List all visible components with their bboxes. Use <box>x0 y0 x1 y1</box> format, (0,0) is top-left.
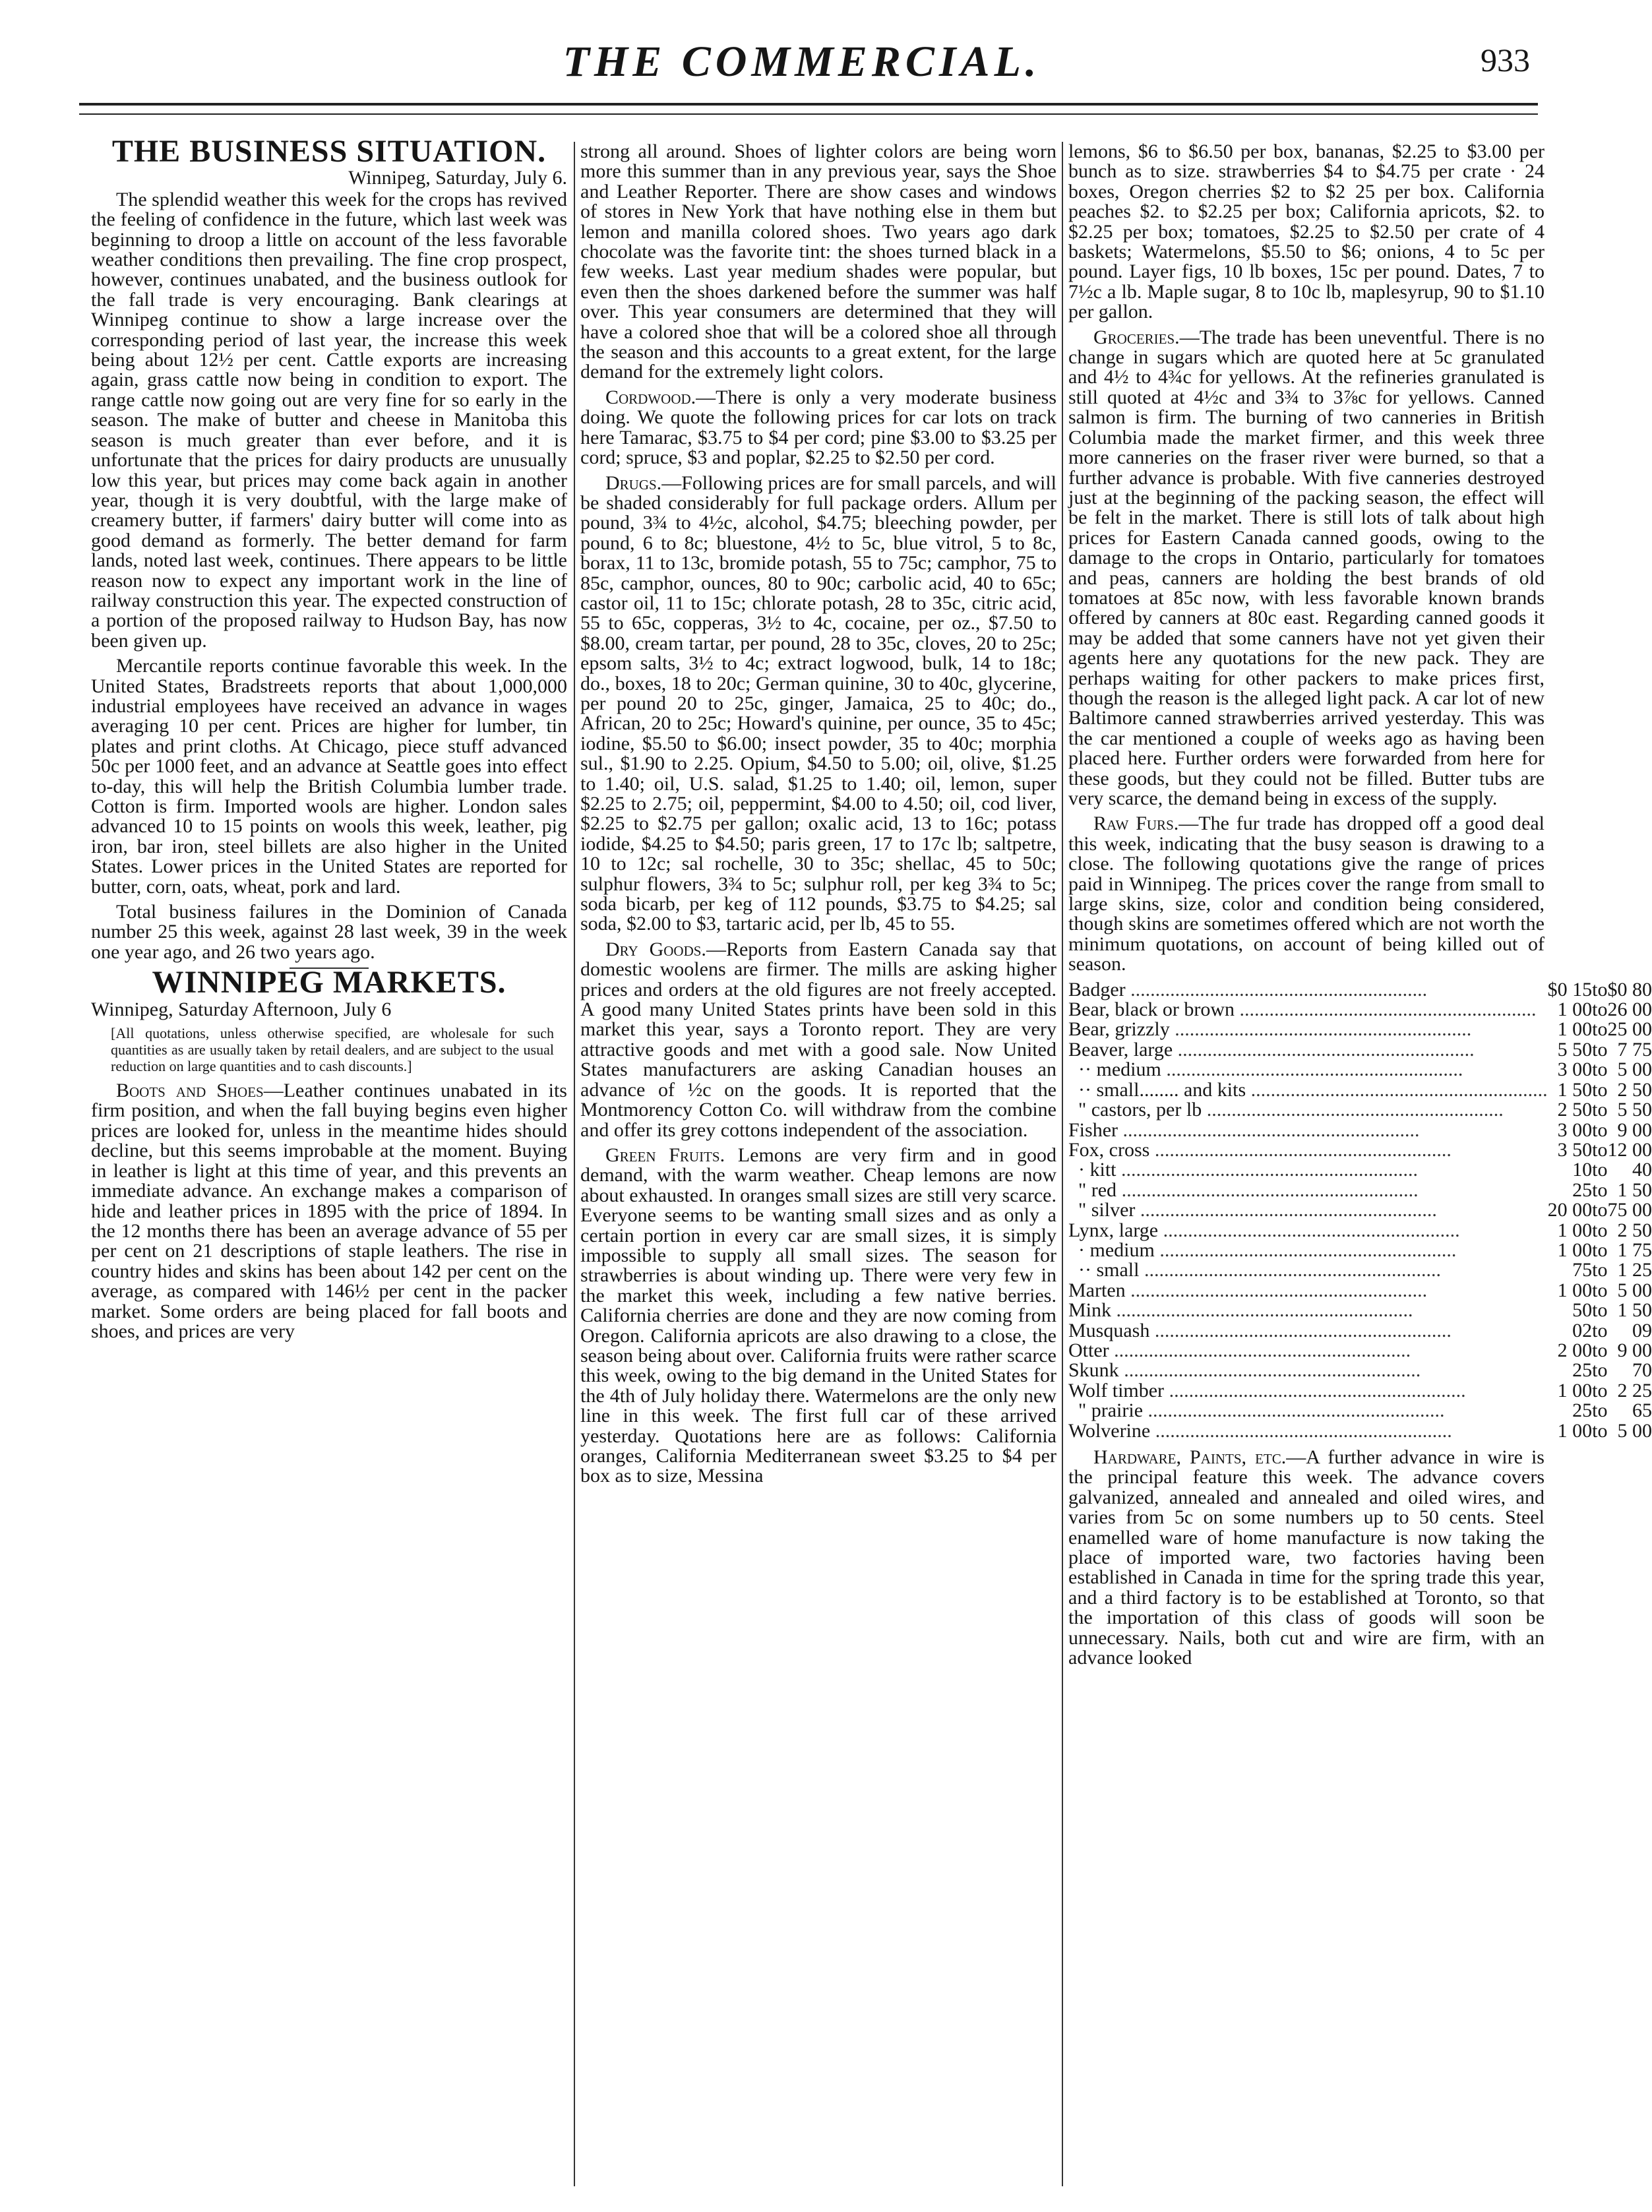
fur-item <box>1068 1040 1548 1060</box>
fur-price-low: 1 00 <box>1557 1018 1593 1041</box>
fur-item-label: Musquash <box>1068 1319 1150 1341</box>
fur-price-low: 1 00 <box>1557 1219 1593 1241</box>
fur-item <box>1068 1260 1548 1280</box>
leader-dots: ............................................................ <box>1246 1078 1548 1101</box>
fur-item <box>1068 1121 1548 1140</box>
shoes-continued-paragraph: strong all around. Shoes of lighter colors are being worn more this summer than in any previous year, says the Shoe and Leather Reporter. There are show cases and windows of stores in New York that have nothing else in them but lemon and manilla colored shoes. Two years ago dark chocolate was the favorite tint: the shoes turned black in a few weeks. Last year medium shades were popular, but even then the shoes darkened before the summer was half over. This year consumers are determined that they will have a colored shoe that will be a colored shoe all through the season and this accounts to a great extent, for the large demand for the extremely light colors. <box>580 140 1056 383</box>
cordwood-label: Cordwood. <box>605 386 696 408</box>
markets-dateline: Winnipeg, Saturday Afternoon, July 6 <box>91 998 392 1020</box>
fur-price-high: 9 00 <box>1617 1119 1652 1141</box>
leader-dots: ............................................................ <box>1158 1219 1460 1241</box>
leader-dots: ............................................................ <box>1161 1059 1463 1081</box>
leader-dots: ............................................................ <box>1154 1239 1457 1261</box>
fur-item-label: Fox, cross <box>1068 1138 1150 1161</box>
green-fruits-paragraph <box>580 1146 1056 1487</box>
fur-price-to: to <box>1592 1159 1608 1181</box>
fur-item-label: Bear, black or brown <box>1068 998 1235 1021</box>
groceries-label: Groceries. <box>1093 326 1180 348</box>
fur-price-high: 5 00 <box>1617 1419 1652 1442</box>
fur-item-label: ·· small........ and kits <box>1068 1078 1246 1101</box>
fur-price-row <box>1068 1121 1652 1140</box>
fur-item <box>1068 1181 1548 1200</box>
fur-price-to: to <box>1592 1219 1608 1241</box>
leader-dots: ............................................................ <box>1149 1319 1452 1341</box>
fur-item-label: ·· medium <box>1068 1059 1161 1081</box>
leader-dots: ............................................................ <box>1116 1159 1418 1181</box>
fur-price-row <box>1068 1100 1652 1120</box>
dry-goods-text: —Reports from Eastern Canada say that domestic woolens are firmer. The mills are asking higher prices and orders at the old figures are not freely accepted. A good many United States prints have been sold in this market this year, says a Toronto report. They are very attractive goods and met with a good sale. Now United States manufacturers are asking Canadian houses an advance of ½c on the goods. It is reported that the Montmorency Cotton Co. will withdraw from the combine and offer its grey cottons independent of the association. <box>580 938 1056 1141</box>
fur-price-row <box>1068 1080 1652 1100</box>
hardware-text: —A further advance in wire is the principal feature this week. The advance covers galvanized, annealed and annealed and oiled wires, and varies from 5c on some numbers up to 50 cents. Steel enamelled ware of home manufacture is now taking the place of imported ware, two factories having been established in Canada in time for the spring trade this year, and a third factory is to be established at Toronto, so that the importation of this class of goods will soon be unnecessary. Nails, both cut and wire are firm, with an advance looked <box>1068 1446 1545 1669</box>
fur-price-to: to <box>1592 978 1608 1000</box>
raw-furs-text: —The fur trade has dropped off a good deal this week, indicating that the busy season is drawing to a close. The following quotations give the range of prices paid in Winnipeg. The prices cover the range from small to large skins, size, color and condition being considered, though skins are sometimes offered which are not worth the minimum quotations, on account of being killed out of season. <box>1068 813 1545 975</box>
green-fruits-text: Lemons are very firm and in good demand, with the warm weather. Cheap lemons are now about exhausted. In oranges small sizes are still very scarce. Everyone seems to be wanting small sizes and as only a certain portion in every car are small sizes, it is simply impossible to supply all small sizes. The season for strawberries is about winding up. There were very few in the market this week, including a few native berries. California cherries are done and they are now coming from Oregon. California apricots are also drawing to a close, the season being about over. California fruits were rather scarce this week, owing to the big demand in the United States for the 4th of July holiday there. Watermelons are the only new line in this week. The first full car of these arrived yesterday. Quotations here are as follows: California oranges, California Mediterranean sweet $3.25 to $4 per box as to size, Messina <box>580 1144 1056 1487</box>
raw-furs-label: Raw Furs. <box>1093 813 1179 835</box>
fur-item <box>1068 1080 1548 1100</box>
leader-dots: ............................................................ <box>1125 978 1428 1000</box>
hardware-paragraph <box>1068 1448 1545 1668</box>
fur-price-row <box>1068 1341 1652 1361</box>
fur-price-high: 1 75 <box>1617 1239 1652 1261</box>
fur-price-table <box>1068 980 1652 1441</box>
fur-price-high: 09 <box>1632 1319 1652 1341</box>
fruits-continued-paragraph: lemons, $6 to $6.50 per box, bananas, $2.25 to $3.00 per bunch as to size. strawberries $4 to $4.75 per crate · 24 boxes, Oregon cherries $2 to $2 25 per box. California peaches $2. to $2.25 per box; California apricots, $2. to $2.25 per box; tomatoes, $2.25 to $2.50 per crate of 4 baskets; Watermelons, $5.50 to $6; onions, 4 to 5c per pound. Layer figs, 10 lb boxes, 15c per pound. Dates, 7 to 7½c a lb. Maple sugar, 8 to 10c lb, maplesyrup, 90 to $1.10 per gallon. <box>1068 140 1545 323</box>
fur-price-to: to <box>1592 1379 1608 1401</box>
fur-price-low: 1 00 <box>1557 1239 1593 1261</box>
fur-price-to: to <box>1592 998 1608 1021</box>
fur-item-label: Badger <box>1068 978 1126 1000</box>
fur-price-row <box>1068 1040 1652 1060</box>
fur-price-low: 1 00 <box>1557 1419 1593 1442</box>
fur-price-to: to <box>1592 1359 1608 1382</box>
fur-price-high: 75 00 <box>1607 1199 1652 1221</box>
fur-price-to: to <box>1592 1138 1608 1161</box>
fur-price-low: 3 00 <box>1557 1119 1593 1141</box>
leader-dots: ............................................................ <box>1143 1399 1445 1422</box>
fur-price-high: 1 50 <box>1617 1299 1652 1322</box>
fur-item-label: Beaver, large <box>1068 1038 1173 1060</box>
fur-item <box>1068 1000 1548 1020</box>
fur-price-row <box>1068 1140 1652 1160</box>
fur-item-label: Wolverine <box>1068 1419 1151 1442</box>
boots-shoes-paragraph <box>91 1081 567 1341</box>
fur-price-low: 25 <box>1572 1179 1593 1201</box>
boots-shoes-text: —Leather continues unabated in its firm position, and when the fall buying begins even higher prices are looked for, unless in the meantime hides should decline, but this seems improbable at the moment. Buying in leather is light at this time of year, and this prevents an immediate advance. An exchange makes a comparison of hide and leather prices in 1895 with the price of 1894. In the 12 months there has been an average advance of 55 per per cent on 21 descriptions of staple leathers. The rise in country hides and skins has been about 142 per cent on the average, as compared with 146½ per cent in the packer market. Some orders are being placed for fall boots and shoes, and prices are very <box>91 1080 567 1342</box>
fur-price-to: to <box>1592 1038 1608 1060</box>
fur-price-to: to <box>1592 1179 1608 1201</box>
fur-price-row <box>1068 1160 1652 1180</box>
fur-price-row <box>1068 1241 1652 1260</box>
header-rule <box>79 103 1538 106</box>
drugs-text: —Following prices are for small parcels, and will be shaded considerably for full package orders. Allum per pound, 3¾ to 4½c, alcohol, $4.75; bleeching powder, per pound, 6 to 8c; bluestone, 4½ to 5c, blue vitrol, 5 to 8c, borax, 11 to 13c, bromide potash, 55 to 75c; camphor, 75 to 85c, camphor, ounces, 80 to 90c; carbolic acid, 40 to 65c; castor oil, 11 to 15c; chlorate potash, 28 to 35c, citric acid, 55 to 65c, copperas, 3½ to 4c, cocaine, per oz., $7.50 to $8.00, cream tartar, per pound, 28 to 35c, cloves, 20 to 25c; epsom salts, 3½ to 4c; extract logwood, bulk, 14 to 18c; do., boxes, 18 to 20c; German quinine, 30 to 40c, glycerine, per pound 20 to 25c, ginger, Jamaica, 25 to 40c; do., African, 20 to 25c; Howard's quinine, per ounce, 35 to 45c; iodine, $5.50 to $6.00; insect powder, 35 to 40c; morphia sul., $1.90 to 2.25. Opium, $4.50 to 5.00; oil, olive, $1.25 to 1.40; oil, U.S. salad, $1.25 to 1.40; oil, lemon, super $2.25 to 2.75; oil, peppermint, $4.00 to 4.50; oil, cod liver, $2.25 to $2.75 per gallon; oxalic acid, 13 to 16c; potass iodide, $4.25 to $4.50; paris green, 17 to 17c lb; saltpetre, 10 to 12c; sal rochelle, 30 to 35c; shellac, 45 to 50c; sulphur flowers, 3¾ to 5c; sulphur roll, per keg 3¾ to 5c; soda bicarb, per keg of 112 pounds, $3.75 to $4.25; sal soda, $2.00 to $3, tartaric acid, per lb, 45 to 55. <box>580 472 1056 935</box>
fur-price-row <box>1068 1260 1652 1280</box>
cordwood-paragraph <box>580 388 1056 468</box>
fur-price-low: 75 <box>1572 1259 1593 1281</box>
fur-item <box>1068 1361 1548 1380</box>
fur-price-high: 70 <box>1632 1359 1652 1382</box>
fur-item <box>1068 1401 1548 1421</box>
fur-item-label: Fisher <box>1068 1119 1118 1141</box>
dry-goods-paragraph <box>580 940 1056 1140</box>
groceries-paragraph <box>1068 328 1545 809</box>
page-number: 933 <box>1481 42 1530 78</box>
fur-price-row <box>1068 1181 1652 1200</box>
fur-item <box>1068 1301 1548 1320</box>
fur-item-label: Lynx, large <box>1068 1219 1159 1241</box>
fur-price-high: $0 80 <box>1607 978 1652 1000</box>
leader-dots: ............................................................ <box>1135 1199 1437 1221</box>
raw-furs-paragraph <box>1068 814 1545 974</box>
fur-price-row <box>1068 1060 1652 1080</box>
leader-dots: ............................................................ <box>1173 1038 1475 1060</box>
fur-price-low: 1 00 <box>1557 1379 1593 1401</box>
leader-dots: ............................................................ <box>1164 1379 1466 1401</box>
fur-price-low: 02 <box>1572 1319 1593 1341</box>
leader-dots: ............................................................ <box>1125 1279 1428 1301</box>
leader-dots: ............................................................ <box>1150 1419 1452 1442</box>
fur-price-high: 2 50 <box>1617 1219 1652 1241</box>
fur-item <box>1068 1060 1548 1080</box>
masthead-title: THE COMMERCIAL. <box>563 38 1041 86</box>
fur-item-label: " castors, per lb <box>1068 1099 1202 1121</box>
fur-price-low: 1 50 <box>1557 1078 1593 1101</box>
fur-price-to: to <box>1592 1059 1608 1081</box>
fur-price-to: to <box>1592 1099 1608 1121</box>
groceries-text: —The trade has been uneventful. There is no change in sugars which are quoted here at 5c granulated and 4½ to 4¾c for yellows. At the refineries granulated is still quoted at 4½c and 3¾ to 3⅞c for yellows. Canned salmon is firm. The burning of two canneries in British Columbia made the market firmer, and this week three more canneries on the fraser river were burned, so that a further advance is probable. With five canneries destroyed just at the beginning of the packing season, the effect will be felt in the market. There is still lots of talk about high prices for Eastern Canada canned goods, owing to the damage to the crops in Ontario, particularly for tomatoes and peas, canners are holding the best brands of old tomatoes at 85c now, with less favorable known brands offered by canners at 80c east. Regarding canned goods it may be added that some canners have not yet given their agents here any quotations for the new pack. They are perhaps waiting for other packers to make prices first, though the reason is the alleged light pack. A car lot of new Baltimore canned strawberries arrived yesterday. This was the car mentioned a couple of weeks ago as having been placed here. Further orders were forwarded from here for these goods, but they could not be filled. Butter tubs are very scarce, the demand being in excess of the supply. <box>1068 326 1545 809</box>
fur-price-low: 2 50 <box>1557 1099 1593 1121</box>
column-1 <box>91 134 567 2199</box>
fur-item-label: Marten <box>1068 1279 1126 1301</box>
fur-price-to: to <box>1592 1119 1608 1141</box>
fur-price-row <box>1068 1321 1652 1341</box>
fur-item-label: Otter <box>1068 1339 1109 1361</box>
fur-price-to: to <box>1592 1339 1608 1361</box>
fur-price-high: 40 <box>1632 1159 1652 1181</box>
fur-price-row <box>1068 1281 1652 1301</box>
leader-dots: ............................................................ <box>1202 1099 1504 1121</box>
fur-item <box>1068 1221 1548 1241</box>
fur-price-to: to <box>1592 1419 1608 1442</box>
fur-price-low: 3 50 <box>1557 1138 1593 1161</box>
business-situation-heading: THE BUSINESS SITUATION. <box>111 134 547 169</box>
winnipeg-markets-heading: WINNIPEG MARKETS. <box>152 965 506 1000</box>
fur-item-label: Bear, grizzly <box>1068 1018 1170 1041</box>
fur-price-to: to <box>1592 1399 1608 1422</box>
leader-dots: ............................................................ <box>1235 998 1537 1021</box>
fur-price-to: to <box>1592 1259 1608 1281</box>
fur-price-high: 2 25 <box>1617 1379 1652 1401</box>
fur-price-low: 50 <box>1572 1299 1593 1322</box>
fur-price-to: to <box>1592 1239 1608 1261</box>
quotations-note: [All quotations, unless otherwise specified, are wholesale for such quantities as are usually taken by retail dealers, and are subject to the usual reduction on large quantities and to cash discounts.] <box>111 1025 554 1075</box>
fur-price-row <box>1068 980 1652 1000</box>
fur-item <box>1068 1100 1548 1120</box>
fur-item <box>1068 1020 1548 1039</box>
business-dateline: Winnipeg, Saturday, July 6. <box>348 167 567 189</box>
fur-price-high: 25 00 <box>1607 1018 1652 1041</box>
fur-item <box>1068 1160 1548 1180</box>
fur-price-high: 5 50 <box>1617 1099 1652 1121</box>
fur-price-low: 5 50 <box>1557 1038 1593 1060</box>
fur-price-low: 1 00 <box>1557 1279 1593 1301</box>
boots-shoes-label: Boots and Shoes <box>116 1080 264 1102</box>
fur-price-high: 26 00 <box>1607 998 1652 1021</box>
fur-price-high: 65 <box>1632 1399 1652 1422</box>
fur-price-low: $0 15 <box>1547 978 1593 1000</box>
fur-item-label: " prairie <box>1068 1399 1144 1422</box>
fur-item-label: Wolf timber <box>1068 1379 1165 1401</box>
leader-dots: ............................................................ <box>1109 1339 1411 1361</box>
fur-price-low: 25 <box>1572 1359 1593 1382</box>
fur-price-row <box>1068 1221 1652 1241</box>
header-rule-thin <box>79 113 1538 115</box>
hardware-label: Hardware, Paints, etc. <box>1093 1446 1287 1468</box>
fur-item-label: · medium <box>1068 1239 1155 1261</box>
leader-dots: ............................................................ <box>1149 1138 1452 1161</box>
business-paragraph: Mercantile reports continue favorable this week. In the United States, Bradstreets reports that about 1,000,000 industrial employees have received an advance in wages averaging 10 per cent. Prices are higher for lumber, tin plates and print cloths. At Chicago, piece stuff advanced 50c per 1000 feet, and an advance at Seattle goes into effect to-day, this will help the British Columbia lumber trade. Cotton is firm. Imported wools are higher. London sales advanced 10 to 15 points on wools this week, leather, pig iron, bar iron, steel billets are also higher in the United States. Lower prices in the United States are reported for butter, corn, oats, wheat, pork and lard. <box>91 655 567 898</box>
fur-item-label: Skunk <box>1068 1359 1119 1382</box>
fur-price-high: 1 25 <box>1617 1259 1652 1281</box>
fur-price-to: to <box>1592 1279 1608 1301</box>
fur-price-row <box>1068 1401 1652 1421</box>
dry-goods-label: Dry Goods. <box>605 938 706 960</box>
fur-price-row <box>1068 1361 1652 1380</box>
fur-item <box>1068 1200 1548 1220</box>
fur-price-row <box>1068 1381 1652 1401</box>
drugs-label: Drugs. <box>605 472 662 494</box>
leader-dots: ............................................................ <box>1169 1018 1472 1041</box>
fur-price-to: to <box>1592 1299 1608 1322</box>
fur-item <box>1068 1321 1548 1341</box>
page-header <box>0 37 1604 109</box>
fur-item-label: ·· small <box>1068 1259 1140 1281</box>
leader-dots: ............................................................ <box>1117 1179 1419 1201</box>
leader-dots: ............................................................ <box>1118 1119 1420 1141</box>
business-paragraph: The splendid weather this week for the crops has revived the feeling of confidence in the future, which last week was beginning to droop a little on account of the less favorable weather conditions then prevailing. The fine crop prospect, however, continues unabated, and the business outlook for the fall trade is very encouraging. Bank clearings at Winnipeg continue to show a large increase over the corresponding period of last year, the increase this week being about 12½ per cent. Cattle exports are increasing again, grass cattle now being in condition to export. The range cattle now going out are very fine for so early in the season. The make of butter and cheese in Manitoba this season is much greater than ever before, and it is unfortunate that the prices for dairy products are unusually low this year, but prices may come back again in another year, though it is very doubtful, with the large make of creamery butter, if farmers' dairy butter will come into as good demand as formerly. The better demand for farm lands, noted last week, continues. There appears to be little reason now to expect any important work in the line of railway construction this year. The expected construction of a portion of the proposed railway to Hudson Bay, has now been given up. <box>91 188 567 652</box>
fur-item <box>1068 1241 1548 1260</box>
fur-item <box>1068 980 1548 1000</box>
fur-price-high: 1 50 <box>1617 1179 1652 1201</box>
fur-price-low: 3 00 <box>1557 1059 1593 1081</box>
fur-item <box>1068 1381 1548 1401</box>
fur-item-label: " silver <box>1068 1199 1136 1221</box>
fur-price-high: 2 50 <box>1617 1078 1652 1101</box>
column-divider <box>1062 142 1063 2186</box>
column-divider <box>574 142 575 2186</box>
fur-price-high: 7 75 <box>1617 1038 1652 1060</box>
fur-item-label: " red <box>1068 1179 1117 1201</box>
fur-price-low: 2 00 <box>1557 1339 1593 1361</box>
fur-price-row <box>1068 1301 1652 1320</box>
fur-price-high: 12 00 <box>1607 1138 1652 1161</box>
fur-price-high: 5 00 <box>1617 1279 1652 1301</box>
leader-dots: ............................................................ <box>1111 1299 1413 1322</box>
leader-dots: ............................................................ <box>1118 1359 1421 1382</box>
fur-item <box>1068 1421 1548 1441</box>
fur-item <box>1068 1140 1548 1160</box>
cordwood-text: —There is only a very moderate business doing. We quote the following prices for car lots on track here Tamarac, $3.75 to $4 per cord; pine $3.00 to $3.25 per cord; spruce, $3 and poplar, $2.25 to $2.50 per cord. <box>580 386 1056 469</box>
fur-item-label: Mink <box>1068 1299 1112 1322</box>
fur-price-low: 20 00 <box>1547 1199 1593 1221</box>
column-2 <box>580 142 1056 2199</box>
fur-price-low: 25 <box>1572 1399 1593 1422</box>
fur-price-row <box>1068 1421 1652 1441</box>
fur-price-row <box>1068 1000 1652 1020</box>
fur-item <box>1068 1281 1548 1301</box>
fur-item <box>1068 1341 1548 1361</box>
fur-price-high: 5 00 <box>1617 1059 1652 1081</box>
fur-price-to: to <box>1592 1078 1608 1101</box>
business-paragraph: Total business failures in the Dominion of Canada number 25 this week, against 28 last week, 39 in the week one year ago, and 26 two years ago. <box>91 901 567 963</box>
fur-price-row <box>1068 1200 1652 1220</box>
fur-price-low: 1 00 <box>1557 998 1593 1021</box>
fur-price-row <box>1068 1020 1652 1039</box>
leader-dots: ............................................................ <box>1139 1259 1441 1281</box>
fur-price-low: 10 <box>1572 1159 1593 1181</box>
green-fruits-label: Green Fruits. <box>605 1144 725 1166</box>
fur-price-high: 9 00 <box>1617 1339 1652 1361</box>
drugs-paragraph <box>580 474 1056 935</box>
fur-price-to: to <box>1592 1199 1608 1221</box>
column-3 <box>1068 140 1652 2199</box>
fur-price-to: to <box>1592 1018 1608 1041</box>
fur-price-to: to <box>1592 1319 1608 1341</box>
fur-item-label: · kitt <box>1068 1159 1117 1181</box>
